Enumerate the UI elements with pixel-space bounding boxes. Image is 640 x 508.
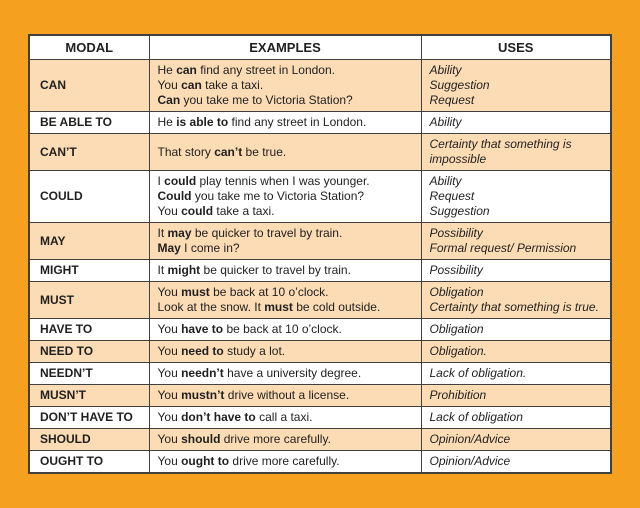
uses-cell — [421, 407, 611, 429]
modal-cell: MUST — [29, 282, 149, 319]
use-line: Request — [429, 189, 475, 203]
use-line: Formal request/ Permission — [429, 241, 577, 255]
examples-cell — [149, 363, 421, 385]
table-row — [29, 363, 611, 385]
example-line: Look at the snow. It must be cold outside. — [157, 300, 381, 314]
examples-cell — [149, 451, 421, 474]
modal-cell: HAVE TO — [29, 319, 149, 341]
examples-cell — [149, 385, 421, 407]
modal-cell: OUGHT TO — [29, 451, 149, 474]
table-row — [29, 60, 611, 112]
use-line: Obligation — [429, 285, 484, 299]
example-line: You need to study a lot. — [157, 344, 286, 358]
table-row — [29, 282, 611, 319]
uses-cell — [421, 171, 611, 223]
table-row — [29, 385, 611, 407]
uses-cell — [421, 223, 611, 260]
table-row — [29, 451, 611, 474]
uses-cell — [421, 363, 611, 385]
table-body — [29, 60, 611, 474]
modal-verbs-table — [28, 34, 612, 474]
use-line: Ability — [429, 115, 462, 129]
example-line: You ought to drive more carefully. — [157, 454, 340, 468]
example-line: You don’t have to call a taxi. — [157, 410, 313, 424]
modal-cell: MIGHT — [29, 260, 149, 282]
table-row — [29, 134, 611, 171]
use-line: Possibility — [429, 226, 483, 240]
examples-cell — [149, 282, 421, 319]
modal-cell: CAN — [29, 60, 149, 112]
use-line: Suggestion — [429, 204, 490, 218]
use-line: Request — [429, 93, 475, 107]
example-line: You have to be back at 10 o’clock. — [157, 322, 342, 336]
col-header-uses: USES — [421, 35, 611, 60]
examples-cell — [149, 319, 421, 341]
examples-cell — [149, 429, 421, 451]
example-line: You can take a taxi. — [157, 78, 264, 92]
example-line: I could play tennis when I was younger. — [157, 174, 370, 188]
examples-cell — [149, 112, 421, 134]
use-line: Certainty that something is true. — [429, 300, 599, 314]
example-line: Can you take me to Victoria Station? — [157, 93, 353, 107]
table-row — [29, 223, 611, 260]
table-row — [29, 260, 611, 282]
modal-cell: CAN’T — [29, 134, 149, 171]
example-line: He is able to find any street in London. — [157, 115, 367, 129]
uses-cell — [421, 282, 611, 319]
modal-cell: MAY — [29, 223, 149, 260]
modal-cell: COULD — [29, 171, 149, 223]
example-line: That story can’t be true. — [157, 144, 287, 159]
examples-cell — [149, 171, 421, 223]
uses-cell — [421, 341, 611, 363]
modal-cell: MUSN’T — [29, 385, 149, 407]
uses-cell — [421, 451, 611, 474]
example-line: He can find any street in London. — [157, 63, 335, 77]
example-line: It might be quicker to travel by train. — [157, 263, 351, 277]
table-row — [29, 171, 611, 223]
modal-cell: NEEDN’T — [29, 363, 149, 385]
use-line: Ability — [429, 63, 462, 77]
examples-cell — [149, 341, 421, 363]
use-line: Opinion/Advice — [429, 454, 511, 468]
modal-cell: DON’T HAVE TO — [29, 407, 149, 429]
use-line: Obligation — [429, 322, 484, 336]
header-row — [29, 35, 611, 60]
modal-cell: BE ABLE TO — [29, 112, 149, 134]
use-line: Ability — [429, 174, 462, 188]
col-header-examples: EXAMPLES — [149, 35, 421, 60]
use-line: Lack of obligation — [429, 410, 523, 424]
modal-cell: NEED TO — [29, 341, 149, 363]
examples-cell — [149, 223, 421, 260]
example-line: You should drive more carefully. — [157, 432, 331, 446]
example-line: You needn’t have a university degree. — [157, 366, 362, 380]
use-line: Obligation. — [429, 344, 487, 358]
uses-cell — [421, 60, 611, 112]
table-row — [29, 341, 611, 363]
uses-cell — [421, 112, 611, 134]
example-line: Could you take me to Victoria Station? — [157, 189, 365, 203]
uses-cell — [421, 429, 611, 451]
examples-cell — [149, 260, 421, 282]
uses-cell — [421, 319, 611, 341]
examples-cell — [149, 134, 421, 171]
uses-cell — [421, 385, 611, 407]
uses-cell — [421, 134, 611, 171]
col-header-modal: MODAL — [29, 35, 149, 60]
use-line: Certainty that something is impossible — [429, 137, 572, 166]
example-line: It may be quicker to travel by train. — [157, 226, 343, 240]
example-line: You mustn’t drive without a license. — [157, 388, 350, 402]
example-line: May I come in? — [157, 241, 240, 255]
table-row — [29, 429, 611, 451]
examples-cell — [149, 60, 421, 112]
uses-cell — [421, 260, 611, 282]
use-line: Lack of obligation. — [429, 366, 527, 380]
use-line: Possibility — [429, 263, 483, 277]
example-line: You must be back at 10 o’clock. — [157, 285, 329, 299]
use-line: Opinion/Advice — [429, 432, 511, 446]
modal-cell: SHOULD — [29, 429, 149, 451]
table-row — [29, 319, 611, 341]
examples-cell — [149, 407, 421, 429]
use-line: Suggestion — [429, 78, 490, 92]
example-line: You could take a taxi. — [157, 204, 275, 218]
use-line: Prohibition — [429, 388, 487, 402]
table-row — [29, 112, 611, 134]
table-row — [29, 407, 611, 429]
